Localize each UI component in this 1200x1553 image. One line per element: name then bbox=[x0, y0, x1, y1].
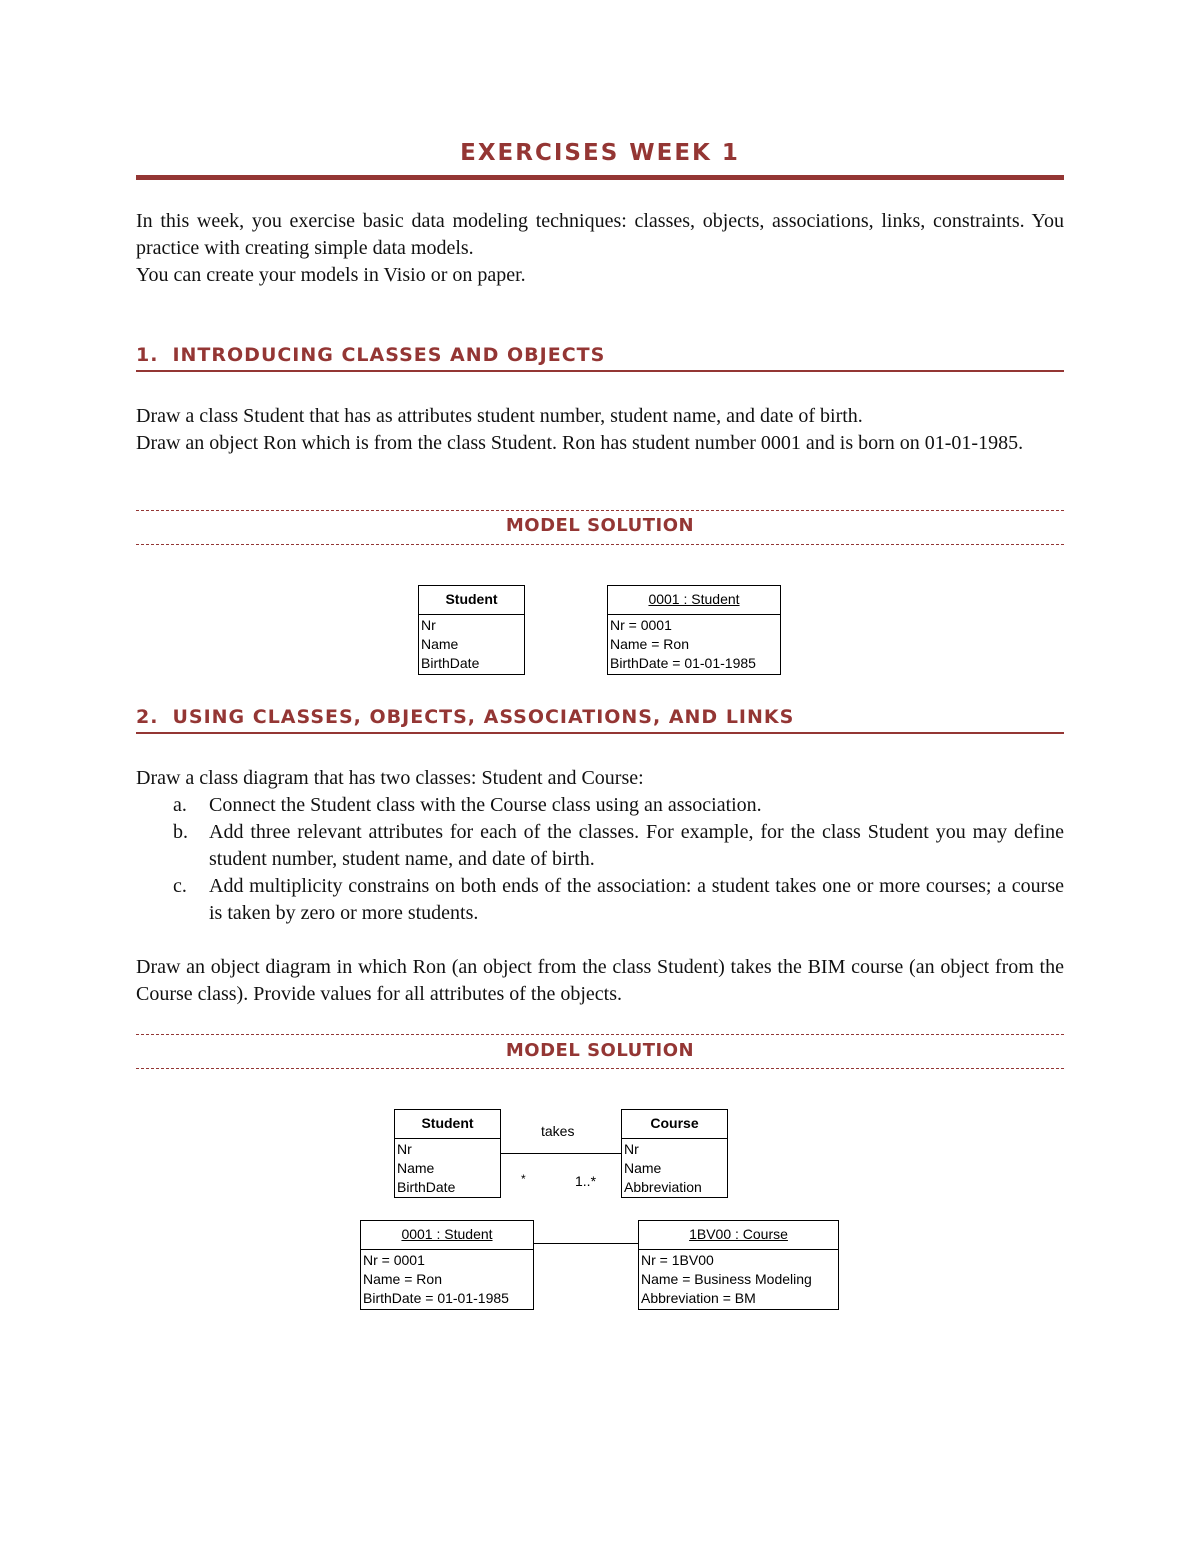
attribute-value: Name = Business Modeling bbox=[641, 1271, 812, 1287]
association-line bbox=[501, 1153, 621, 1154]
intro bbox=[136, 208, 1064, 289]
multiplicity-right: 1..* bbox=[575, 1173, 597, 1189]
list-item-text: Add multiplicity constrains on both ends of the association: a student takes one or more courses; a course is taken by zero or more students. bbox=[209, 875, 1064, 924]
object-attributes bbox=[608, 615, 780, 673]
attribute: Name bbox=[421, 636, 459, 652]
intro-paragraph: You can create your models in Visio or on paper. bbox=[136, 264, 526, 286]
object-name-text: 0001 : Student bbox=[401, 1226, 493, 1242]
class-name: Course bbox=[622, 1110, 727, 1139]
bim-course-object-box bbox=[638, 1220, 839, 1310]
section2-instructions bbox=[136, 765, 1064, 927]
attribute-value: Nr = 0001 bbox=[610, 617, 672, 633]
link-line bbox=[534, 1243, 638, 1244]
section2-paragraph: Draw an object diagram in which Ron (an object from the class Student) takes the BIM course (an object from the Course class). Provide values for all attributes of the objects. bbox=[136, 956, 1064, 1005]
class-name: Student bbox=[395, 1110, 500, 1139]
attribute: Abbreviation bbox=[624, 1179, 702, 1195]
intro-paragraph: In this week, you exercise basic data modeling techniques: classes, objects, associations, links, constraints. You practice with creating simple data models. bbox=[136, 210, 1064, 259]
association-label: takes bbox=[541, 1123, 575, 1139]
section1-text bbox=[136, 403, 1064, 457]
title-rule bbox=[136, 175, 1064, 180]
dashed-divider bbox=[136, 1068, 1064, 1069]
class-attributes bbox=[395, 1139, 500, 1197]
list-marker: c. bbox=[173, 875, 187, 897]
class-attributes bbox=[419, 615, 524, 673]
attribute: BirthDate bbox=[397, 1179, 456, 1195]
dashed-divider bbox=[136, 544, 1064, 545]
object-name bbox=[639, 1221, 838, 1250]
attribute-value: Name = Ron bbox=[610, 636, 689, 652]
section2-number: 2. bbox=[136, 706, 159, 728]
list-item bbox=[136, 873, 1064, 927]
section1-heading bbox=[136, 344, 1064, 372]
attribute: Nr bbox=[397, 1141, 412, 1157]
object-name-text: 1BV00 : Course bbox=[689, 1226, 788, 1242]
list-item bbox=[136, 792, 1064, 819]
section1-number: 1. bbox=[136, 344, 159, 366]
list-marker: a. bbox=[173, 794, 187, 816]
section1-paragraph: Draw an object Ron which is from the class Student. Ron has student number 0001 and is born on 01-01-1985. bbox=[136, 432, 1024, 454]
object-name bbox=[608, 586, 780, 615]
section1-title: INTRODUCING CLASSES AND OBJECTS bbox=[172, 344, 606, 366]
model-solution-label: MODEL SOLUTION bbox=[505, 1040, 695, 1061]
model-solution-label: MODEL SOLUTION bbox=[505, 515, 695, 536]
list-item-text: Add three relevant attributes for each of the classes. For example, for the class Student you may define student number, student name, and date of birth. bbox=[209, 821, 1064, 870]
attribute-value: Nr = 0001 bbox=[363, 1252, 425, 1268]
course-class-box bbox=[621, 1109, 728, 1198]
multiplicity-left: * bbox=[521, 1172, 526, 1186]
page-title: EXERCISES WEEK 1 bbox=[460, 140, 740, 166]
class-attributes bbox=[622, 1139, 727, 1197]
class-name: Student bbox=[419, 586, 524, 615]
student-class-box bbox=[394, 1109, 501, 1198]
list-item bbox=[136, 819, 1064, 873]
attribute-value: Nr = 1BV00 bbox=[641, 1252, 714, 1268]
attribute: BirthDate bbox=[421, 655, 480, 671]
attribute-value: Abbreviation = BM bbox=[641, 1290, 756, 1306]
object-attributes bbox=[639, 1250, 838, 1308]
list-item-text: Connect the Student class with the Course class using an association. bbox=[209, 794, 762, 816]
section2-heading bbox=[136, 706, 1064, 734]
attribute-value: Name = Ron bbox=[363, 1271, 442, 1287]
dashed-divider bbox=[136, 510, 1064, 511]
section1-paragraph: Draw a class Student that has as attributes student number, student name, and date of birth. bbox=[136, 405, 863, 427]
ron-object-box bbox=[360, 1220, 534, 1310]
object-name-text: 0001 : Student bbox=[648, 591, 740, 607]
attribute: Nr bbox=[624, 1141, 639, 1157]
attribute-value: BirthDate = 01-01-1985 bbox=[363, 1290, 509, 1306]
attribute: Name bbox=[397, 1160, 435, 1176]
attribute: Nr bbox=[421, 617, 436, 633]
section2-title: USING CLASSES, OBJECTS, ASSOCIATIONS, AND LINKS bbox=[172, 706, 795, 728]
object-name bbox=[361, 1221, 533, 1250]
list-marker: b. bbox=[173, 821, 188, 843]
attribute: Name bbox=[624, 1160, 662, 1176]
ron-object-box bbox=[607, 585, 781, 675]
attribute-value: BirthDate = 01-01-1985 bbox=[610, 655, 756, 671]
object-attributes bbox=[361, 1250, 533, 1308]
dashed-divider bbox=[136, 1034, 1064, 1035]
student-class-box bbox=[418, 585, 525, 675]
section2-intro: Draw a class diagram that has two classes: Student and Course: bbox=[136, 767, 644, 789]
